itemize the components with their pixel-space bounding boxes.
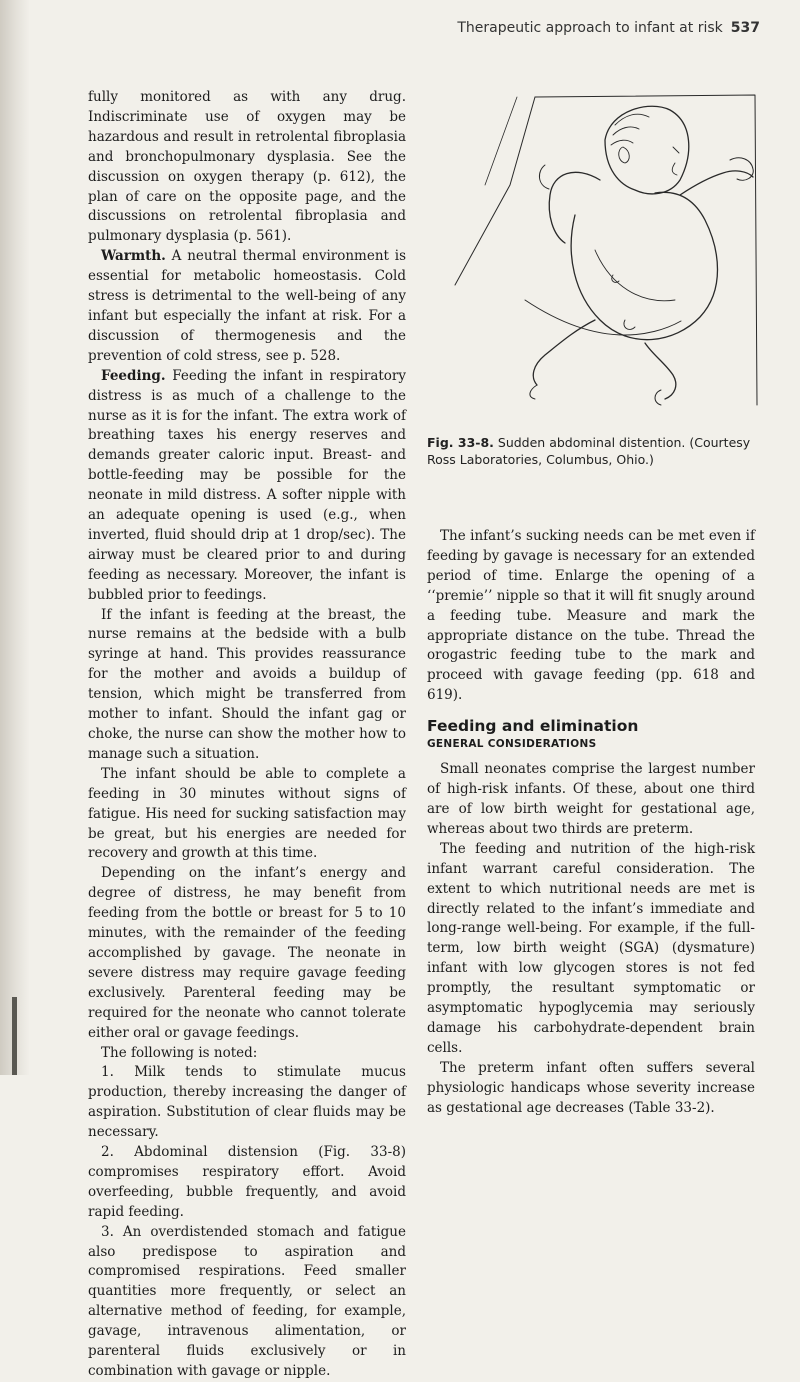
infant-abdomen	[595, 250, 675, 301]
running-header	[457, 20, 760, 36]
infant-right-arm	[680, 171, 753, 195]
infant-legs-crossing	[525, 300, 681, 335]
infant-right-hand	[730, 158, 753, 180]
list-item-2: 2. Abdominal distension (Fig. 33-8) compromises respiratory effort. Avoid overfeeding, bubble frequently, and avoid rapid feeding.	[88, 1144, 406, 1220]
bassinet-side	[455, 97, 535, 285]
figure-infant-drawing	[425, 85, 765, 415]
figure-label: Fig. 33-8.	[427, 435, 494, 450]
paragraph-warmth	[88, 247, 406, 366]
list-item-1: 1. Milk tends to stimulate mucus production, thereby increasing the danger of aspiration. Substitution of clear fluids may be necessary.	[88, 1064, 406, 1141]
feeding-heading: Feeding.	[101, 367, 166, 384]
paragraph-small-neonates: Small neonates comprise the largest number of high-risk infants. Of these, about one third are of low birth weight for gestational age, whereas about two thirds are preterm.	[427, 761, 755, 837]
infant-left-hand	[539, 165, 549, 189]
paragraph-nutrition: The feeding and nutrition of the high-risk infant warrant careful consideration. The extent to which nutritional needs are met is directly related to the infant’s immediate and long-range well-being. For example, if the full-term, low birth weight (SGA) (dysmature) infant with low glycogen stores is not fed promptly, the resultant symptomatic or asymptomatic hypoglycemia may seriously damage his carbohydrate-dependent brain cells.	[427, 840, 755, 1056]
page-gutter	[0, 0, 30, 1075]
infant-right-foot	[655, 390, 661, 405]
bassinet-side-2	[485, 97, 517, 185]
running-title: Therapeutic approach to infant at risk	[457, 20, 723, 36]
feeding-text: Feeding the infant in respiratory distress is as much of a challenge to the nurse as it is for the infant. The extra work of breathing taxes his energy reserves and demands greater caloric input. Breast- and bottle-feeding may be possible for the neonate in mild distress. A softer nipple with an adequate opening is used (e.g., when inverted, fluid should drip at 1 drop/sec). The airway must be cleared prior to and during feeding as necessary. Moreover, the infant is bubbled prior to feedings.	[88, 367, 406, 603]
paragraph-depending: Depending on the infant’s energy and degree of distress, he may benefit from feeding from the bottle or breast for 5 to 10 minutes, with the remainder of the feeding accomplished by gavage. The neonate in severe distress may require gavage feeding exclusively. Parenteral feeding may be required for the neonate who cannot tolerate either oral or gavage feedings.	[88, 865, 406, 1041]
list-item-3: 3. An overdistended stomach and fatigue also predispose to aspiration and compromised respirations. Feed smaller quantities more frequently, or select an alternative method of feeding, for example, gavage, intravenous alimentation, or parenteral fluids exclusively or in combination with gavage or nipple.	[88, 1223, 406, 1379]
right-column	[427, 527, 755, 1118]
infant-face	[672, 147, 679, 175]
infant-left-arm	[549, 172, 600, 243]
section-heading: Feeding and elimination	[427, 717, 639, 736]
bassinet-outline	[535, 95, 757, 405]
paragraph-feeding	[88, 367, 406, 606]
paragraph-noted: The following is noted:	[101, 1044, 258, 1061]
figure-caption-text: Sudden abdominal distention. (Courtesy Ross Laboratories, Columbus, Ohio.)	[427, 435, 751, 467]
gutter-mark	[12, 997, 17, 1075]
left-column	[88, 88, 406, 1382]
paragraph-breast: If the infant is feeding at the breast, the nurse remains at the bedside with a bulb syringe at hand. This provides reassurance for the mother and avoids a buildup of tension, which might be transferred from mother to infant. Should the infant gag or choke, the nurse can show the mother how to manage such a situation.	[88, 606, 406, 762]
infant-torso	[571, 192, 717, 339]
warmth-heading: Warmth.	[101, 248, 166, 265]
paragraph-sucking: The infant’s sucking needs can be met even if feeding by gavage is necessary for an extended period of time. Enlarge the opening of a ‘‘premie’’ nipple so that it will fit snugly around a feeding tube. Measure and mark the appropriate distance on the tube. Thread the orogastric feeding tube to the mark and proceed with gavage feeding (pp. 618 and 619).	[427, 528, 755, 704]
paragraph-complete: The infant should be able to complete a feeding in 30 minutes without signs of fatigue. His need for sucking satisfaction may be great, but his energies are needed for recovery and growth at this time.	[88, 765, 406, 862]
paragraph-preterm: The preterm infant often suffers several physiologic handicaps whose severity increase as gestational age decreases (Table 33-2).	[427, 1059, 755, 1116]
infant-umbilicus	[612, 275, 619, 282]
infant-illustration	[425, 85, 765, 415]
figure-caption	[427, 434, 757, 468]
paragraph-oxygen: fully monitored as with any drug. Indiscriminate use of oxygen may be hazardous and result in retrolental fibroplasia and bronchopulmonary dysplasia. See the discussion on oxygen therapy (p. 612), the plan of care on the opposite page, and the discussions on retrolental fibroplasia and pulmonary dysplasia (p. 561).	[88, 89, 406, 245]
infant-genital	[624, 320, 635, 329]
page-number: 537	[730, 20, 760, 36]
subsection-heading: GENERAL CONSIDERATIONS	[427, 738, 597, 751]
infant-left-foot	[530, 385, 537, 399]
infant-ear	[619, 147, 630, 163]
warmth-text: A neutral thermal environment is essential for metabolic homeostasis. Cold stress is detrimental to the well-being of any infant but especially the infant at risk. For a discussion of thermogenesis and the prevention of cold stress, see p. 528.	[88, 248, 406, 364]
